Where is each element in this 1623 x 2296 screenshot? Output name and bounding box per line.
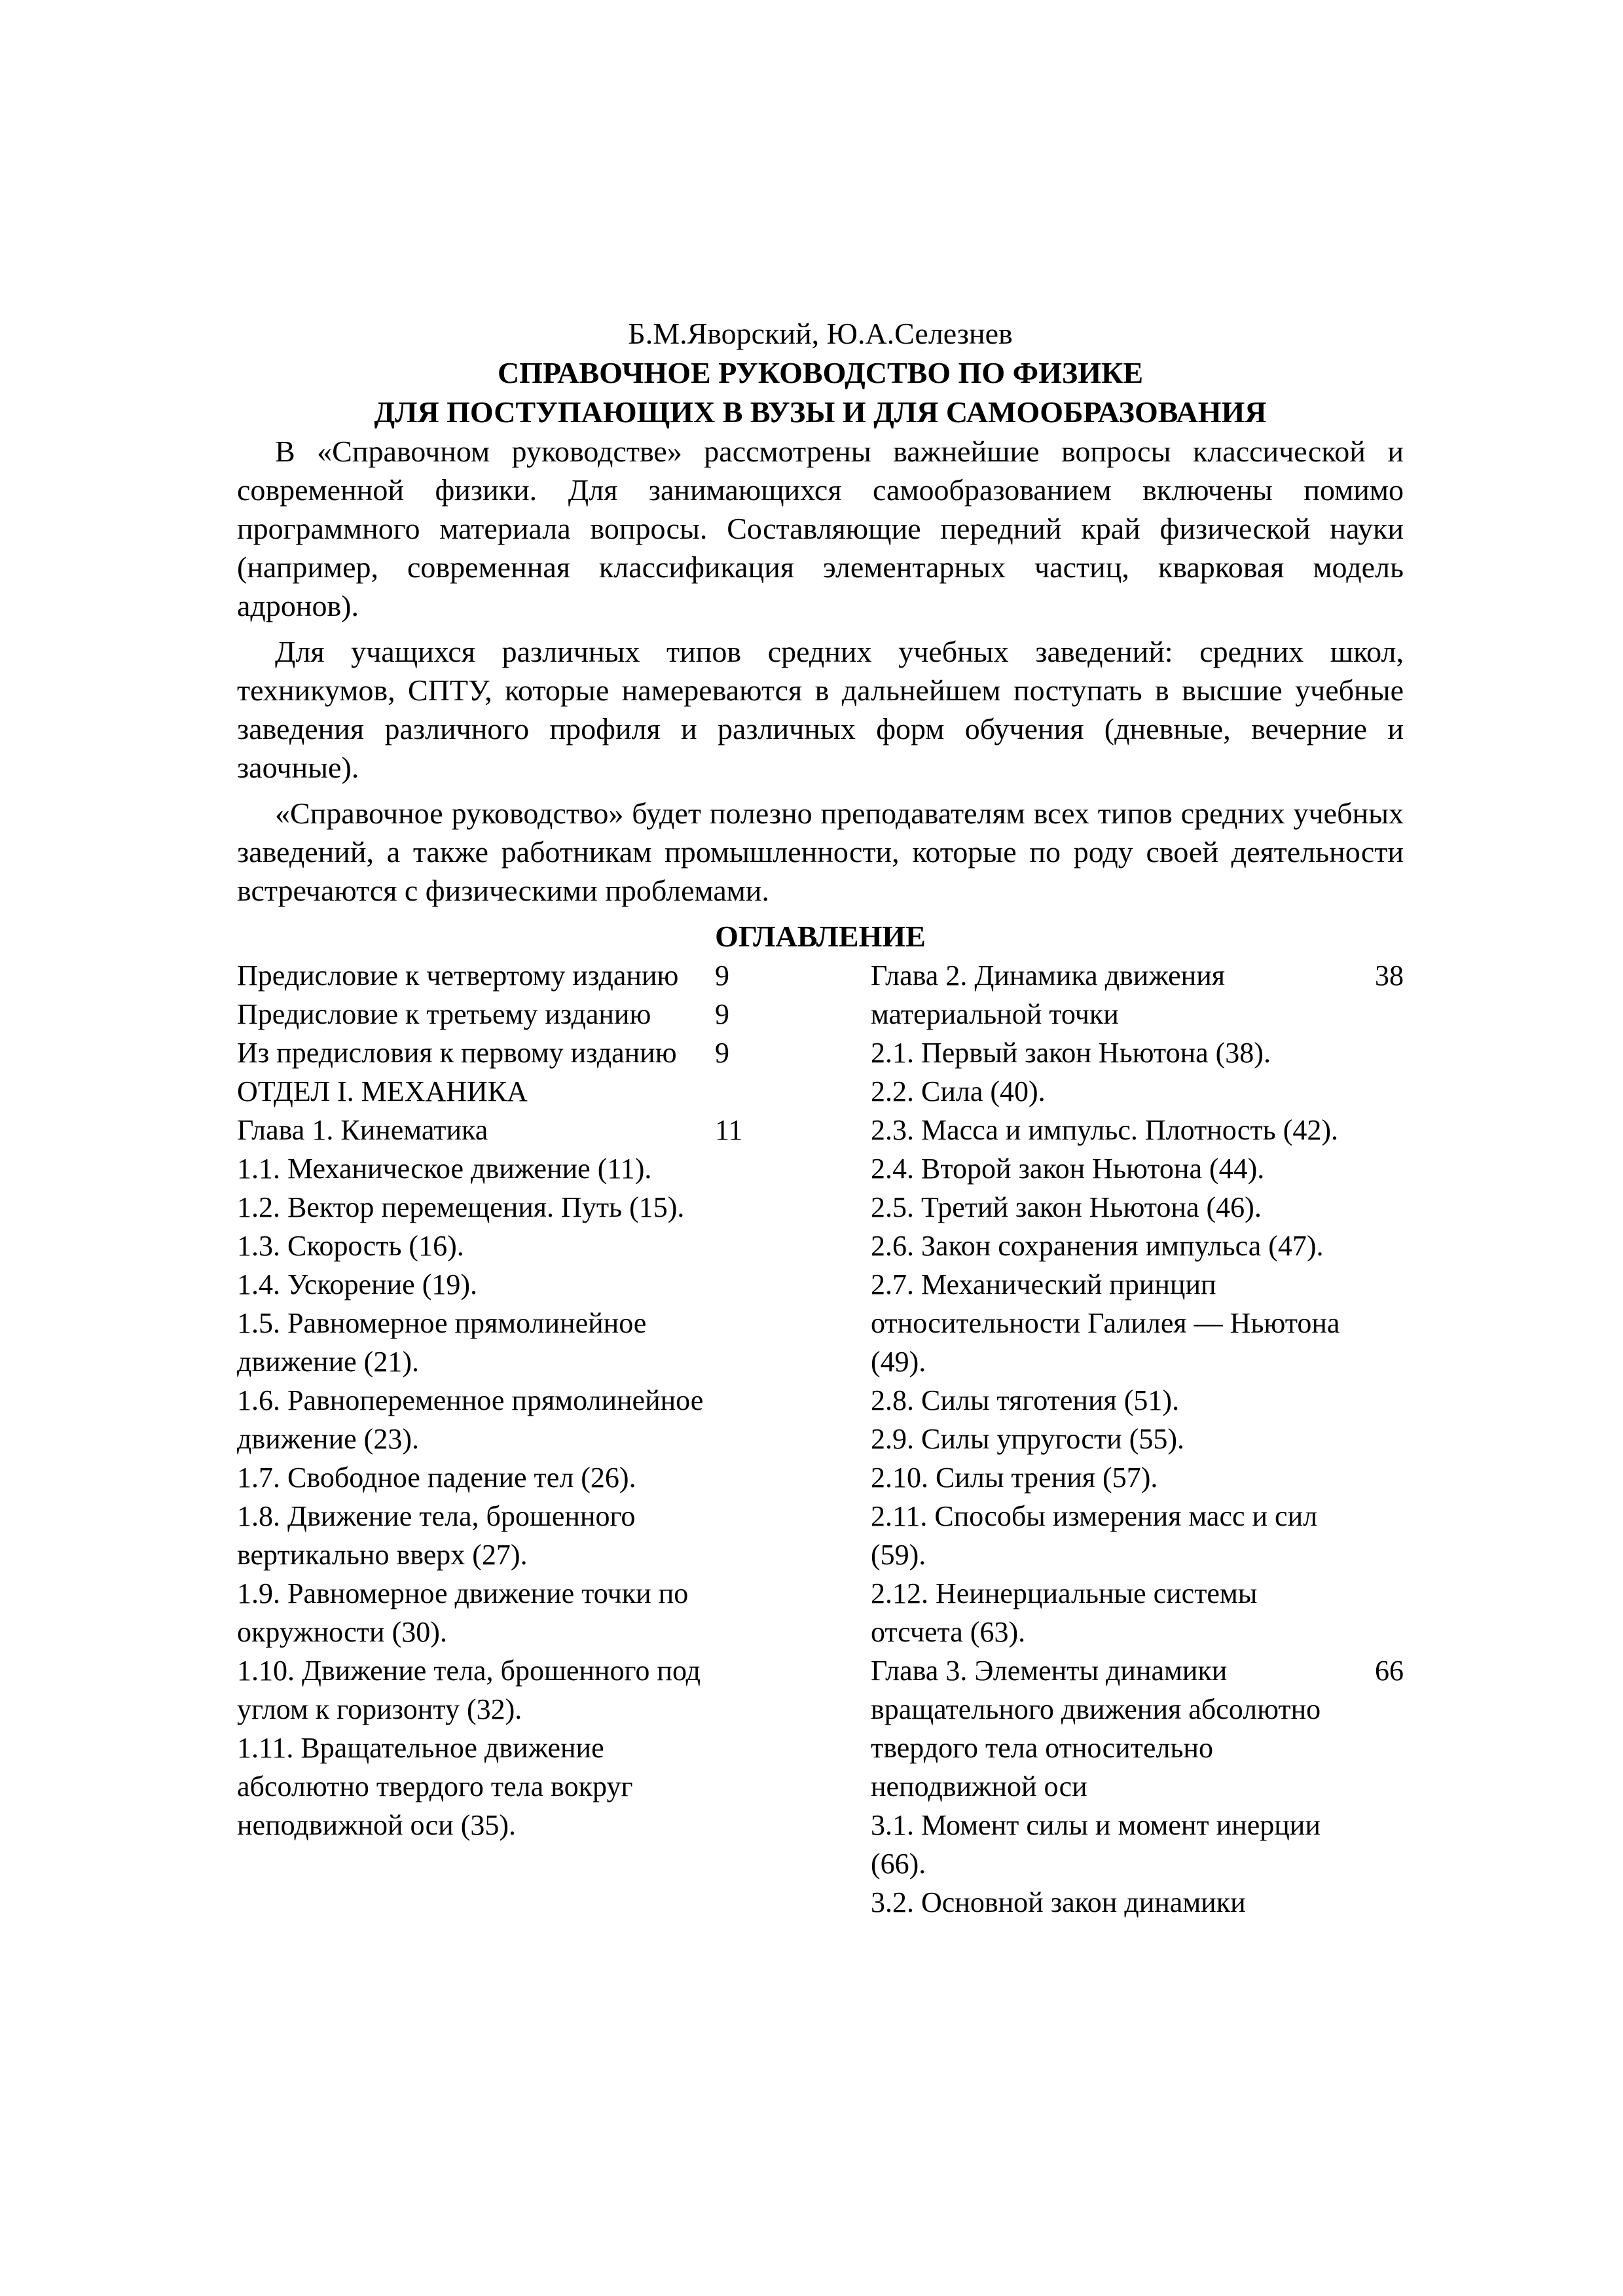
toc-entry-page: 38 — [1375, 960, 1404, 992]
toc-entry-page — [715, 1227, 871, 1265]
toc-entry-text: 2.9. Силы упругости (55). — [871, 1423, 1185, 1455]
book-title-line-2: ДЛЯ ПОСТУПАЮЩИХ В ВУЗЫ И ДЛЯ САМООБРАЗОВАНИЯ — [374, 395, 1267, 429]
toc-chapter[interactable] — [871, 956, 1404, 1033]
annotation-paragraph-1: В «Справочном руководстве» рассмотрены важнейшие вопросы классической и современной физики. Для занимающихся самообразованием включены помимо программного материала вопросы. Составляющие передний край физической науки (например, современная классификация элементарных частиц, кварковая модель адронов). — [237, 435, 1404, 622]
toc-entry[interactable] — [871, 1149, 1404, 1188]
toc-entry-text: 2.7. Механический принцип относительности Галилея — Ньютона (49). — [871, 1268, 1340, 1378]
toc-entry-text: Предисловие к четвертому изданию — [237, 960, 679, 992]
toc-entry-page — [1342, 1072, 1404, 1111]
annotation-paragraph-3: «Справочное руководство» будет полезно преподавателям всех типов средних учебных заведений, а также работникам промышленности, которые по роду своей деятельности встречаются с физическими проблемами. — [237, 797, 1404, 907]
toc-entry-page: 11 — [715, 1114, 743, 1146]
toc-entry-text: Из предисловия к первому изданию — [237, 1037, 677, 1069]
toc-entry-page — [1342, 1420, 1404, 1458]
authors: Б.М.Яворский, Ю.А.Селезнев — [628, 317, 1013, 350]
toc-left-column — [237, 956, 871, 1922]
toc-entry-text: 2.5. Третий закон Ньютона (46). — [871, 1191, 1262, 1223]
toc-entry-page — [715, 1265, 871, 1304]
toc-entry-page — [1342, 1458, 1404, 1497]
toc-entry[interactable] — [237, 1729, 871, 1844]
toc-entry-page: 66 — [1375, 1655, 1404, 1687]
toc-entry-text: 2.11. Способы измерения масс и сил (59). — [871, 1500, 1318, 1571]
toc-entry-text: 1.8. Движение тела, брошенного вертикально вверх (27). — [237, 1500, 636, 1571]
toc-entry-page — [1342, 1265, 1404, 1381]
toc-entry[interactable] — [237, 1497, 871, 1574]
toc-entry-page: 9 — [715, 998, 729, 1030]
toc-chapter[interactable] — [871, 1651, 1404, 1806]
toc-entry[interactable] — [871, 1265, 1404, 1381]
toc-entry[interactable] — [871, 1033, 1404, 1072]
toc-chapter[interactable] — [237, 1111, 871, 1149]
toc-entry-text: 1.11. Вращательное движение абсолютно твердого тела вокруг неподвижной оси (35). — [237, 1732, 633, 1841]
toc-entry-page — [1342, 1806, 1404, 1883]
toc-entry-text: 1.7. Свободное падение тел (26). — [237, 1462, 636, 1494]
toc-entry[interactable] — [237, 1149, 871, 1188]
toc-entry-page — [715, 1458, 871, 1497]
toc-entry-text: Глава 1. Кинематика — [237, 1114, 488, 1146]
toc-entry-page — [1342, 1574, 1404, 1651]
toc-entry-text: 2.8. Силы тяготения (51). — [871, 1384, 1180, 1416]
toc-entry-text: 1.1. Механическое движение (11). — [237, 1153, 652, 1185]
toc-entry-text: Глава 3. Элементы динамики вращательного движения абсолютно твердого тела относительно неподвижной оси — [871, 1655, 1321, 1803]
toc-entry-text: 2.12. Неинерциальные системы отсчета (63). — [871, 1577, 1258, 1648]
toc-heading: ОГЛАВЛЕНИЕ — [715, 920, 926, 953]
toc-entry[interactable] — [237, 1651, 871, 1729]
toc-entry[interactable] — [237, 1458, 871, 1497]
toc-entry[interactable] — [871, 1420, 1404, 1458]
toc-entry-text: 2.6. Закон сохранения импульса (47). — [871, 1230, 1324, 1262]
toc-entry-page — [715, 1497, 871, 1574]
toc-entry-page — [1342, 1111, 1404, 1149]
toc-right-column — [871, 956, 1404, 1922]
toc-entry-text: 1.6. Равнопеременное прямолинейное движение (23). — [237, 1384, 704, 1455]
toc-section-heading[interactable] — [237, 1072, 871, 1111]
toc-entry-page — [715, 1381, 871, 1458]
toc-entry-text: Предисловие к третьему изданию — [237, 998, 651, 1030]
toc-entry-text: 3.1. Момент силы и момент инерции (66). — [871, 1809, 1321, 1880]
toc-entry-text: 2.4. Второй закон Ньютона (44). — [871, 1153, 1265, 1185]
toc-entry[interactable] — [871, 1497, 1404, 1574]
toc-entry[interactable] — [237, 1033, 871, 1072]
toc-entry[interactable] — [871, 1381, 1404, 1420]
document-page — [237, 314, 1404, 1922]
toc-entry-page — [715, 1304, 871, 1381]
toc-entry-text: 2.1. Первый закон Ньютона (38). — [871, 1037, 1271, 1069]
toc-entry-page: 9 — [715, 960, 729, 992]
toc-entry-text: 2.2. Сила (40). — [871, 1075, 1046, 1107]
toc-entry[interactable] — [871, 1188, 1404, 1227]
toc-entry-page — [715, 1574, 871, 1651]
book-title-line-1: СПРАВОЧНОЕ РУКОВОДСТВО ПО ФИЗИКЕ — [497, 356, 1144, 389]
toc-entry[interactable] — [237, 956, 871, 995]
toc-entry-page: 9 — [715, 1037, 729, 1069]
toc-entry-page — [1342, 1188, 1404, 1227]
toc-entry-text: 1.2. Вектор перемещения. Путь (15). — [237, 1191, 685, 1223]
toc-entry-text: 3.2. Основной закон динамики — [871, 1886, 1246, 1918]
toc-entry-text: 1.9. Равномерное движение точки по окружности (30). — [237, 1577, 689, 1648]
toc-entry-text: 2.3. Масса и импульс. Плотность (42). — [871, 1114, 1339, 1146]
toc-entry-page — [715, 1149, 871, 1188]
toc-entry-page — [1342, 1227, 1404, 1265]
toc-entry-text: 2.10. Силы трения (57). — [871, 1462, 1158, 1494]
toc-entry-text: 1.4. Ускорение (19). — [237, 1268, 477, 1300]
toc-entry[interactable] — [871, 1227, 1404, 1265]
toc-entry[interactable] — [237, 1574, 871, 1651]
toc-entry-text: ОТДЕЛ I. МЕХАНИКА — [237, 1075, 528, 1107]
toc-entry[interactable] — [237, 1265, 871, 1304]
toc-entry[interactable] — [237, 1227, 871, 1265]
toc-entry[interactable] — [237, 1381, 871, 1458]
toc-entry-page — [1342, 1883, 1404, 1922]
table-of-contents — [237, 956, 1404, 1922]
toc-entry-page — [1342, 1381, 1404, 1420]
toc-entry-text: 1.10. Движение тела, брошенного под углом к горизонту (32). — [237, 1655, 701, 1725]
toc-entry-page — [715, 1729, 871, 1844]
toc-entry[interactable] — [237, 1304, 871, 1381]
toc-entry-page — [715, 1072, 871, 1111]
toc-entry[interactable] — [237, 995, 871, 1033]
toc-entry[interactable] — [871, 1072, 1404, 1111]
toc-entry-text: Глава 2. Динамика движения материальной точки — [871, 960, 1225, 1030]
toc-entry-text: 1.5. Равномерное прямолинейное движение (21). — [237, 1307, 647, 1378]
toc-entry[interactable] — [871, 1574, 1404, 1651]
toc-entry[interactable] — [871, 1806, 1404, 1883]
toc-entry[interactable] — [871, 1458, 1404, 1497]
toc-entry-page — [715, 1651, 871, 1729]
toc-entry[interactable] — [237, 1188, 871, 1227]
toc-entry[interactable] — [871, 1883, 1404, 1922]
toc-entry-page — [1342, 1149, 1404, 1188]
annotation-paragraph-2: Для учащихся различных типов средних учебных заведений: средних школ, техникумов, СПТУ, которые намереваются в дальнейшем поступать в высшие учебные заведения различного профиля и различных форм обучения (дневные, вечерние и заочные). — [237, 635, 1404, 784]
toc-entry-text: 1.3. Скорость (16). — [237, 1230, 464, 1262]
toc-entry-page — [715, 1188, 871, 1227]
toc-entry-page — [1342, 1033, 1404, 1072]
toc-entry[interactable] — [871, 1111, 1404, 1149]
toc-entry-page — [1342, 1497, 1404, 1574]
